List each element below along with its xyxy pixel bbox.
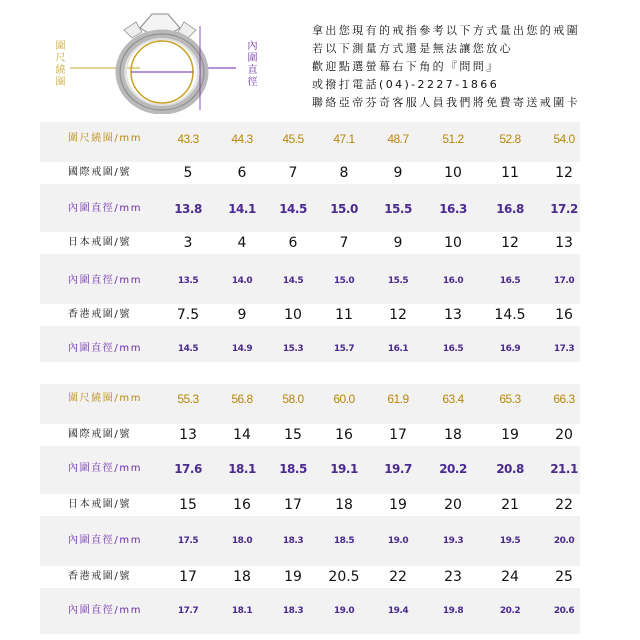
table-row-jp-size xyxy=(40,232,580,254)
table-row-circumference xyxy=(40,388,580,410)
table-cell: 12 xyxy=(501,235,519,251)
table-cell: 21.1 xyxy=(550,462,578,476)
table-cell: 10 xyxy=(284,307,302,323)
row-label: 日本戒圍/號 xyxy=(68,237,131,248)
table-cell: 60.0 xyxy=(333,392,355,406)
table-cell: 16 xyxy=(233,497,251,513)
table-cell: 17.2 xyxy=(550,202,578,216)
table-row-jp-size xyxy=(40,494,580,516)
table-row-hk-size xyxy=(40,304,580,326)
ring-size-table-2 xyxy=(40,384,580,634)
table-cell: 18 xyxy=(444,427,462,443)
table-cell: 14.5 xyxy=(494,307,526,323)
table-cell: 18 xyxy=(335,497,353,513)
table-cell: 14 xyxy=(233,427,251,443)
table-cell: 51.2 xyxy=(442,132,464,146)
table-cell: 19.1 xyxy=(330,462,358,476)
table-cell: 18.1 xyxy=(228,462,256,476)
table-cell: 13.8 xyxy=(174,202,202,216)
table-cell: 15.0 xyxy=(333,276,355,286)
table-cell: 17.7 xyxy=(177,606,199,616)
table-cell: 11 xyxy=(501,165,519,181)
table-cell: 5 xyxy=(183,165,193,181)
table-cell: 20.2 xyxy=(439,462,467,476)
table-row-intl-size xyxy=(40,162,580,184)
inner-diameter-label: 內圍直徑 xyxy=(245,40,256,88)
table-cell: 19.3 xyxy=(442,536,464,546)
table-cell: 56.8 xyxy=(231,392,253,406)
table-cell: 16.0 xyxy=(442,276,464,286)
table-cell: 24 xyxy=(501,569,519,585)
table-cell: 18.3 xyxy=(282,536,304,546)
table-cell: 16 xyxy=(335,427,353,443)
table-cell: 16.9 xyxy=(499,344,521,354)
row-label: 內圍直徑/mm xyxy=(68,203,143,214)
table-cell: 23 xyxy=(444,569,462,585)
table-cell: 14.9 xyxy=(231,344,253,354)
row-label: 國際戒圍/號 xyxy=(68,167,131,178)
table-cell: 18.3 xyxy=(282,606,304,616)
row-label: 內圍直徑/mm xyxy=(68,605,143,616)
notice-line: 歡迎點選螢幕右下角的『問問』 xyxy=(312,60,500,73)
table-cell: 12 xyxy=(555,165,573,181)
table-cell: 15.5 xyxy=(387,276,409,286)
table-cell: 20.0 xyxy=(553,536,575,546)
row-label: 國際戒圍/號 xyxy=(68,429,131,440)
table-cell: 21 xyxy=(501,497,519,513)
table-cell: 17 xyxy=(284,497,302,513)
table-cell: 13 xyxy=(555,235,573,251)
table-cell: 52.8 xyxy=(499,132,521,146)
table-cell: 4 xyxy=(237,235,247,251)
table-cell: 8 xyxy=(339,165,349,181)
table-cell: 9 xyxy=(237,307,247,323)
table-cell: 19 xyxy=(389,497,407,513)
table-cell: 19 xyxy=(501,427,519,443)
notice-line: 若以下測量方式還是無法讓您放心 xyxy=(312,42,513,55)
table-cell: 20 xyxy=(444,497,462,513)
row-label: 內圍直徑/mm xyxy=(68,275,143,286)
table-cell: 22 xyxy=(389,569,407,585)
table-cell: 9 xyxy=(393,235,403,251)
table-cell: 17.0 xyxy=(553,276,575,286)
table-cell: 61.9 xyxy=(387,392,409,406)
table-cell: 14.5 xyxy=(177,344,199,354)
table-cell: 10 xyxy=(444,165,462,181)
table-row-hk-size xyxy=(40,566,580,588)
row-label: 內圍直徑/mm xyxy=(68,535,143,546)
table-cell: 19.8 xyxy=(442,606,464,616)
table-cell: 18.5 xyxy=(279,462,307,476)
notice-line: 或撥打電話(04)-2227-1866 xyxy=(312,78,500,91)
row-label: 香港戒圍/號 xyxy=(68,309,131,320)
table-cell: 25 xyxy=(555,569,573,585)
table-cell: 54.0 xyxy=(553,132,575,146)
table-cell: 45.5 xyxy=(282,132,304,146)
table-cell: 10 xyxy=(444,235,462,251)
table-cell: 17.3 xyxy=(553,344,575,354)
table-cell: 14.5 xyxy=(282,276,304,286)
table-cell: 58.0 xyxy=(282,392,304,406)
table-cell: 17 xyxy=(179,569,197,585)
table-cell: 7.5 xyxy=(176,307,200,323)
table-cell: 18 xyxy=(233,569,251,585)
table-cell: 18.5 xyxy=(333,536,355,546)
table-cell: 9 xyxy=(393,165,403,181)
table-cell: 20.2 xyxy=(499,606,521,616)
table-cell: 15 xyxy=(179,497,197,513)
table-cell: 7 xyxy=(339,235,349,251)
table-row-intl-diam xyxy=(40,458,580,480)
row-label: 日本戒圍/號 xyxy=(68,499,131,510)
table-cell: 13 xyxy=(179,427,197,443)
table-cell: 15.3 xyxy=(282,344,304,354)
table-cell: 14.5 xyxy=(279,202,307,216)
table-cell: 14.0 xyxy=(231,276,253,286)
table-cell: 48.7 xyxy=(387,132,409,146)
table-cell: 43.3 xyxy=(177,132,199,146)
table-cell: 63.4 xyxy=(442,392,464,406)
table-cell: 6 xyxy=(288,235,298,251)
table-cell: 16.5 xyxy=(442,344,464,354)
table-cell: 44.3 xyxy=(231,132,253,146)
table-row-hk-diam xyxy=(40,338,580,360)
table-cell: 16.5 xyxy=(499,276,521,286)
table-row-jp-diam xyxy=(40,530,580,552)
table-cell: 7 xyxy=(288,165,298,181)
table-cell: 17 xyxy=(389,427,407,443)
notice-line: 拿出您現有的戒指參考以下方式量出您的戒圍 xyxy=(312,24,580,37)
table-cell: 20.8 xyxy=(496,462,524,476)
row-label: 圍尺繞圈/mm xyxy=(68,133,143,144)
table-cell: 20.5 xyxy=(328,569,360,585)
ring-size-table-1 xyxy=(40,122,580,362)
table-cell: 16.1 xyxy=(387,344,409,354)
table-cell: 19.5 xyxy=(499,536,521,546)
table-cell: 14.1 xyxy=(228,202,256,216)
table-cell: 55.3 xyxy=(177,392,199,406)
table-cell: 20 xyxy=(555,427,573,443)
table-row-circumference xyxy=(40,128,580,150)
table-cell: 12 xyxy=(389,307,407,323)
table-cell: 3 xyxy=(183,235,193,251)
table-cell: 15.0 xyxy=(330,202,358,216)
table-cell: 18.0 xyxy=(231,536,253,546)
row-label: 圍尺繞圈/mm xyxy=(68,393,143,404)
table-cell: 6 xyxy=(237,165,247,181)
table-cell: 15.7 xyxy=(333,344,355,354)
table-cell: 19.0 xyxy=(387,536,409,546)
circumference-label: 圍尺繞圈 xyxy=(53,40,64,88)
row-label: 香港戒圍/號 xyxy=(68,571,131,582)
notice-line: 聯絡亞帝芬奇客服人員我們將免費寄送戒圍卡 xyxy=(312,96,580,109)
table-cell: 65.3 xyxy=(499,392,521,406)
table-cell: 16 xyxy=(555,307,573,323)
table-cell: 19.0 xyxy=(333,606,355,616)
table-cell: 15 xyxy=(284,427,302,443)
table-cell: 19.4 xyxy=(387,606,409,616)
table-cell: 13 xyxy=(444,307,462,323)
row-label: 內圍直徑/mm xyxy=(68,343,143,354)
table-cell: 17.5 xyxy=(177,536,199,546)
table-cell: 13.5 xyxy=(177,276,199,286)
table-row-jp-diam xyxy=(40,270,580,292)
table-cell: 18.1 xyxy=(231,606,253,616)
table-cell: 11 xyxy=(335,307,353,323)
table-cell: 66.3 xyxy=(553,392,575,406)
table-row-hk-diam xyxy=(40,600,580,622)
table-cell: 17.6 xyxy=(174,462,202,476)
table-cell: 19 xyxy=(284,569,302,585)
table-cell: 15.5 xyxy=(384,202,412,216)
table-cell: 20.6 xyxy=(553,606,575,616)
row-label: 內圍直徑/mm xyxy=(68,463,143,474)
table-cell: 16.8 xyxy=(496,202,524,216)
table-cell: 22 xyxy=(555,497,573,513)
table-row-intl-diam xyxy=(40,198,580,220)
table-cell: 47.1 xyxy=(333,132,355,146)
table-cell: 16.3 xyxy=(439,202,467,216)
table-row-intl-size xyxy=(40,424,580,446)
table-cell: 19.7 xyxy=(384,462,412,476)
